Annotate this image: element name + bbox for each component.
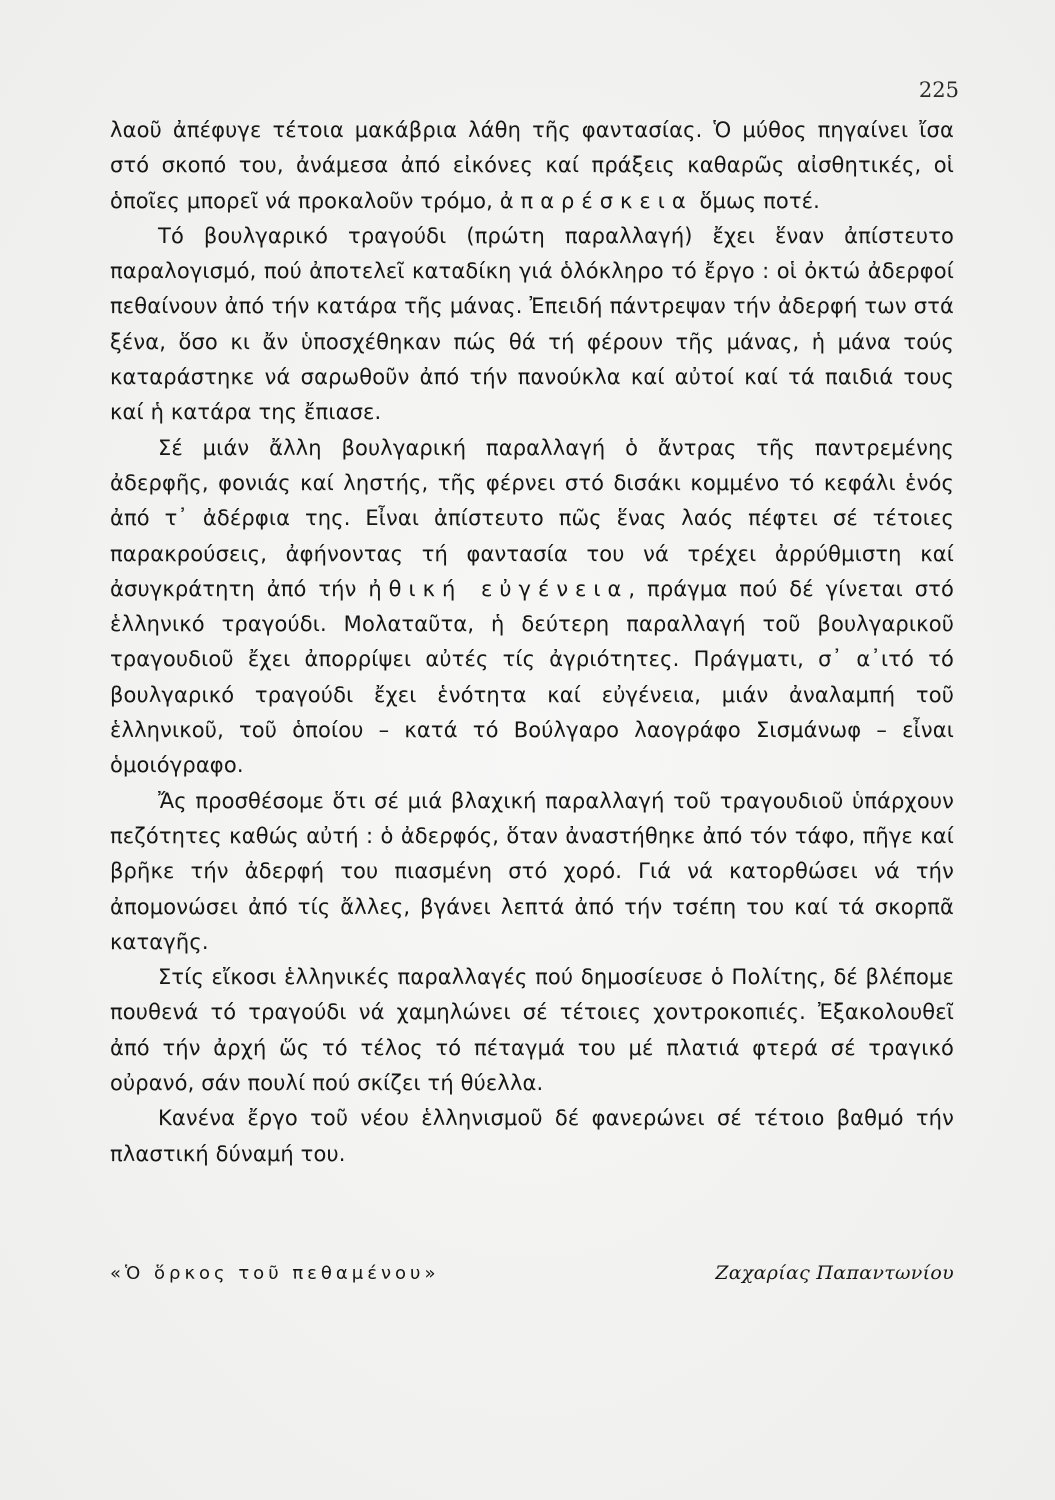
- page-number: 225: [918, 78, 959, 102]
- source-author: Ζαχαρίας Παπαντωνίου: [715, 1262, 954, 1284]
- text-run: Κανένα ἔργο τοῦ νέου ἑλληνισμοῦ δέ φανερώνει σέ τέτοιο βαθμό τήν πλαστική δύναμή του.: [110, 1106, 954, 1166]
- paragraph: [110, 219, 954, 431]
- emphasized-text: ἠθική εὐγένεια: [368, 576, 629, 601]
- source-title: «Ὁ ὅρκος τοῦ πεθαμένου»: [110, 1263, 440, 1284]
- paragraph: [110, 113, 954, 219]
- text-run: , πράγμα πού δέ γίνεται στό ἑλληνικό τραγούδι. Μολαταῦτα, ἡ δεύτερη παραλλαγή τοῦ βουλγαρικοῦ τραγουδιοῦ ἔχει ἀπορρίψει αὐτές τίς ἀγριότητες. Πράγματι, σ᾿ α᾿ιτό τό βουλγαρικό τραγούδι ἔχει ἑνότητα καί εὐγένεια, μιάν ἀναλαμπή τοῦ ἑλληνικοῦ, τοῦ ὁποίου – κατά τό Βούλγαρο λαογράφο Σισμάνωφ – εἶναι ὁμοιόγραφο.: [110, 576, 954, 778]
- paragraph: [110, 960, 954, 1101]
- paragraph: [110, 784, 954, 960]
- text-run: Στίς εἴκοσι ἑλληνικές παραλλαγές πού δημοσίευσε ὁ Πολίτης, δέ βλέπομε πουθενά τό τραγούδι νά χαμηλώνει σέ τέτοιες χοντροκοπιές. Ἐξακολουθεῖ ἀπό τήν ἀρχή ὥς τό τέλος τό πέταγμά του μέ πλατιά φτερά σέ τραγικό οὐρανό, σάν πουλί πού σκίζει τή θύελλα.: [110, 965, 954, 1096]
- body-text: [110, 113, 954, 1172]
- text-run: Σέ μιάν ἄλλη βουλγαρική παραλλαγή ὁ ἄντρας τῆς παντρεμένης ἀδερφῆς, φονιάς καί ληστής, τῆς φέρνει στό δισάκι κομμένο τό κεφάλι ἑνός ἀπό τ᾿ ἀδέρφια της. Εἶναι ἀπίστευτο πῶς ἕνας λαός πέφτει σέ τέτοιες παρακρούσεις, ἀφήνοντας τή φαντασία του νά τρέχει ἀρρύθμιστη καί ἀσυγκράτητη ἀπό τήν: [110, 435, 954, 601]
- paragraph: [110, 1101, 954, 1172]
- paragraph: [110, 431, 954, 784]
- text-run: ὅμως ποτέ.: [692, 188, 820, 213]
- emphasized-text: ἀπαρέσκεια: [499, 188, 693, 213]
- source-footer: [110, 1262, 954, 1284]
- text-run: Τό βουλγαρικό τραγούδι (πρώτη παραλλαγή) ἔχει ἕναν ἀπίστευτο παραλογισμό, πού ἀποτελεῖ καταδίκη γιά ὁλόκληρο τό ἔργο : οἱ ὀκτώ ἀδερφοί πεθαίνουν ἀπό τήν κατάρα τῆς μάνας. Ἐπειδή πάντρεψαν τήν ἀδερφή των στά ξένα, ὅσο κι ἄν ὑποσχέθηκαν πώς θά τή φέρουν τῆς μάνας, ἡ μάνα τούς καταράστηκε νά σαρωθοῦν ἀπό τήν πανούκλα καί αὐτοί καί τά παιδιά τους καί ἡ κατάρα της ἔπιασε.: [110, 223, 954, 425]
- text-run: Ἄς προσθέσομε ὅτι σέ μιά βλαχική παραλλαγή τοῦ τραγουδιοῦ ὑπάρχουν πεζότητες καθώς αὐτή : ὁ ἀδερφός, ὅταν ἀναστήθηκε ἀπό τόν τάφο, πῆγε καί βρῆκε τήν ἀδερφή του πιασμένη στό χορό. Γιά νά κατορθώσει νά τήν ἀπομονώσει ἀπό τίς ἄλλες, βγάνει λεπτά ἀπό τήν τσέπη του καί τά σκορπᾶ καταγῆς.: [110, 788, 954, 954]
- text-run: λαοῦ ἀπέφυγε τέτοια μακάβρια λάθη τῆς φαντασίας. Ὁ μύθος πηγαίνει ἴσα στό σκοπό του, ἀνάμεσα ἀπό εἰκόνες καί πράξεις καθαρῶς αἰσθητικές, οἱ ὁποῖες μπορεῖ νά προκαλοῦν τρόμο,: [110, 118, 954, 213]
